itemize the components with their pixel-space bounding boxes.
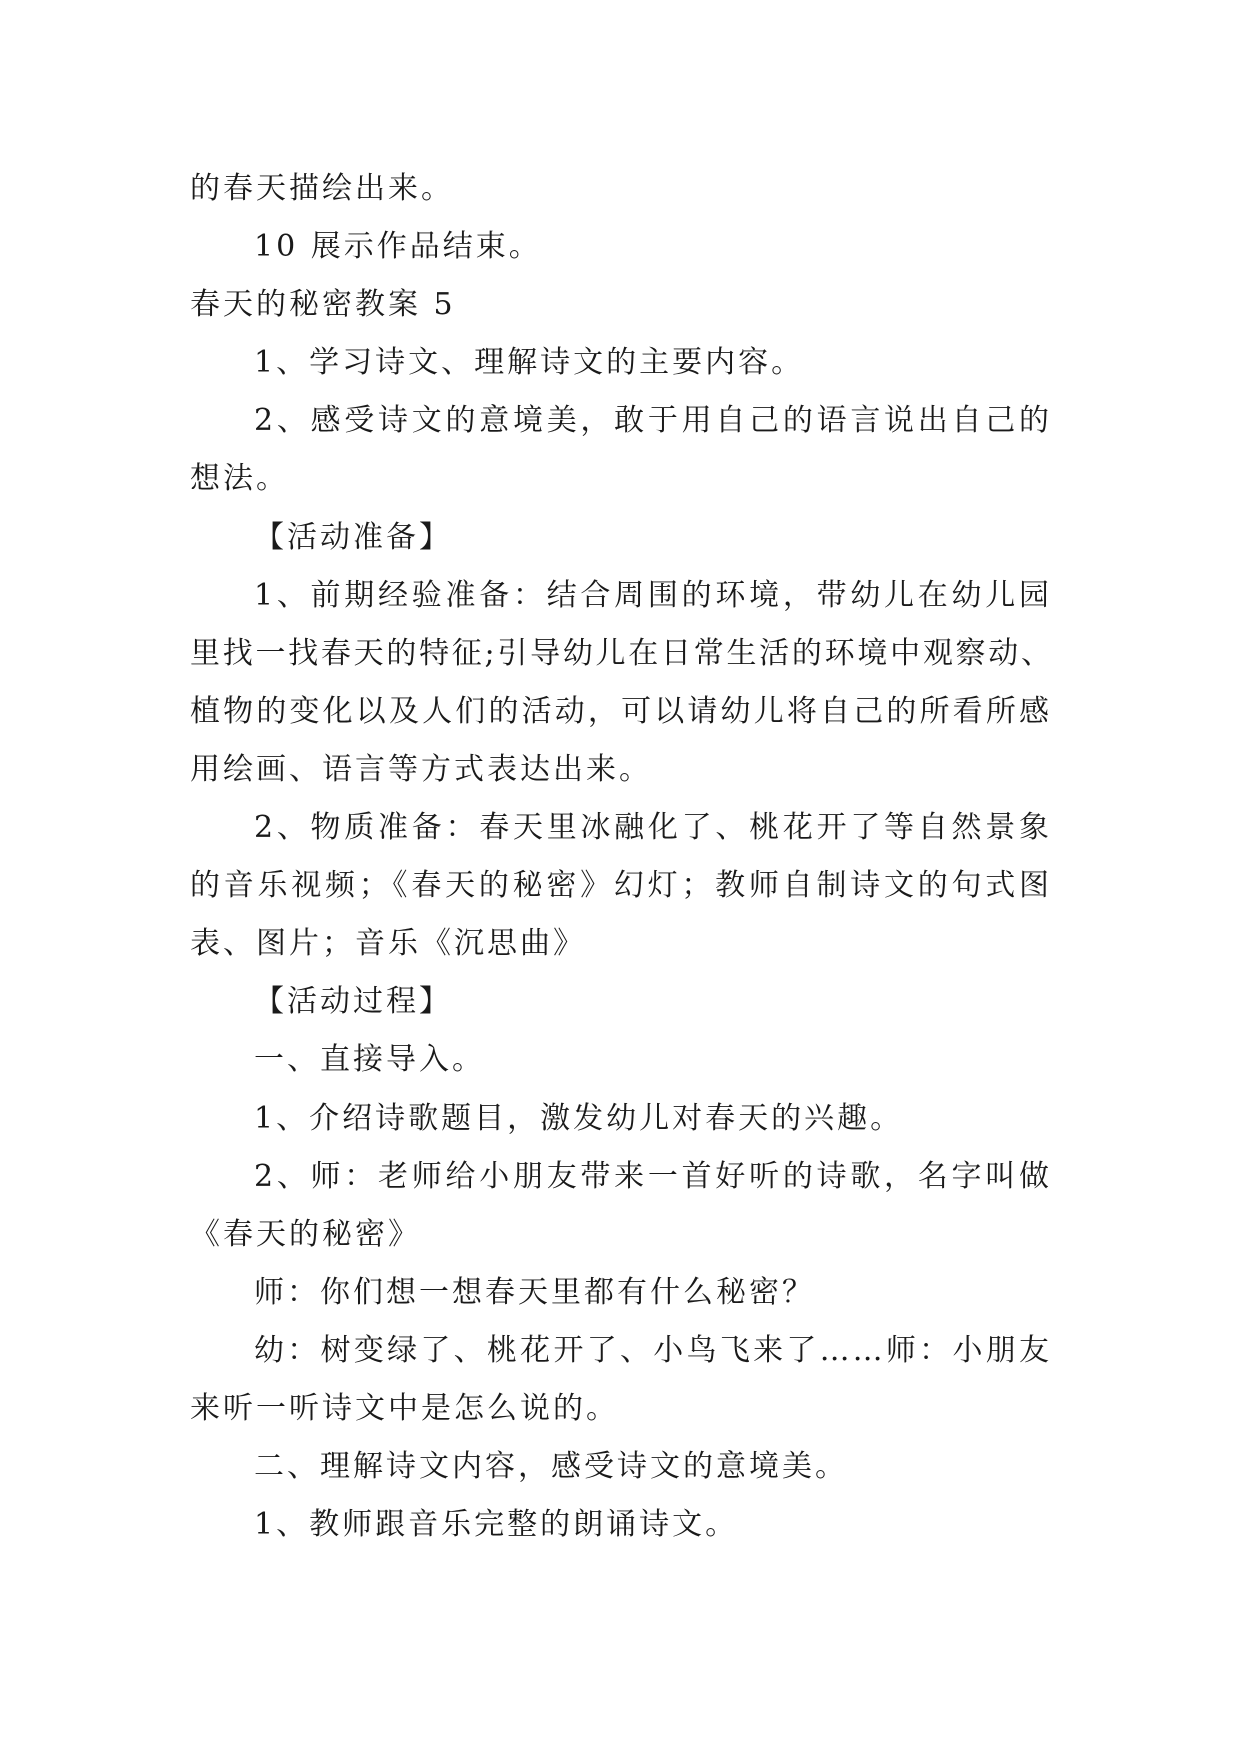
section-heading: 【活动过程】: [254, 984, 452, 1020]
section-heading: 【活动准备】: [254, 519, 452, 555]
text-line: 植物的变化以及人们的活动，可以请幼儿将自己的所看所感: [190, 693, 1052, 729]
text-line: 的音乐视频；《春天的秘密》幻灯；教师自制诗文的句式图: [190, 868, 1052, 904]
text-line: 师：你们想一想春天里都有什么秘密？: [254, 1274, 815, 1310]
text-line: 2、师：老师给小朋友带来一首好听的诗歌，名字叫做: [254, 1158, 1052, 1194]
text-line: 1、教师跟音乐完整的朗诵诗文。: [254, 1507, 739, 1543]
text-line: 表、图片；音乐《沉思曲》: [190, 926, 586, 962]
text-line: 幼：树变绿了、桃花开了、小鸟飞来了……师：小朋友: [254, 1332, 1052, 1368]
text-line: 2、感受诗文的意境美，敢于用自己的语言说出自己的: [254, 403, 1052, 439]
text-line: 《春天的秘密》: [190, 1216, 421, 1252]
text-line: 里找一找春天的特征;引导幼儿在日常生活的环境中观察动、: [190, 635, 1052, 671]
text-line: 二、理解诗文内容，感受诗文的意境美。: [254, 1449, 848, 1485]
text-line: 一、直接导入。: [254, 1042, 485, 1078]
text-line: 来听一听诗文中是怎么说的。: [190, 1390, 619, 1426]
section-title: 春天的秘密教案 5: [190, 287, 456, 323]
text-line: 1、前期经验准备：结合周围的环境，带幼儿在幼儿园: [254, 577, 1052, 613]
text-line: 1、学习诗文、理解诗文的主要内容。: [254, 345, 805, 381]
document-body: [190, 160, 1052, 1554]
text-line: 想法。: [190, 461, 289, 497]
text-line: 2、物质准备：春天里冰融化了、桃花开了等自然景象: [254, 810, 1052, 846]
text-line: 10 展示作品结束。: [254, 229, 542, 265]
text-line: 的春天描绘出来。: [190, 171, 454, 206]
text-line: 用绘画、语言等方式表达出来。: [190, 751, 652, 787]
text-line: 1、介绍诗歌题目，激发幼儿对春天的兴趣。: [254, 1100, 904, 1136]
